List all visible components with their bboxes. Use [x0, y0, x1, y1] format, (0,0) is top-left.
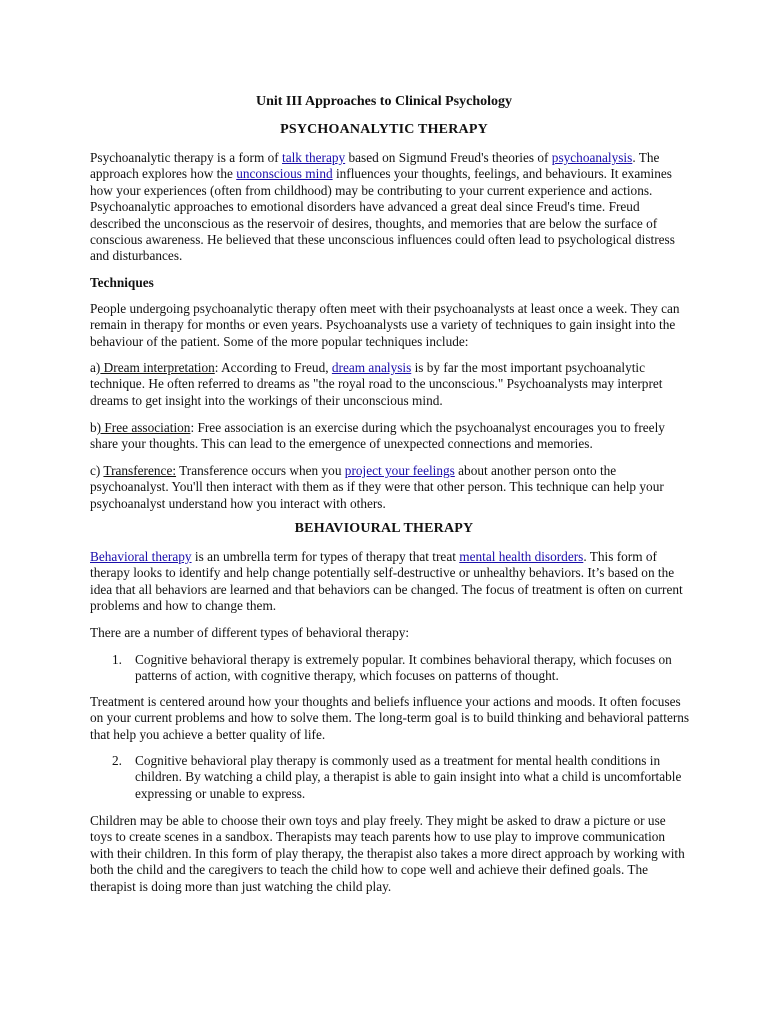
- technique-transference: [90, 463, 690, 512]
- text-run: Transference occurs when you: [176, 463, 345, 478]
- text-run: : According to Freud,: [214, 360, 332, 375]
- techniques-heading: Techniques: [90, 275, 154, 290]
- list-number: 1.: [112, 652, 122, 667]
- link-dream-analysis[interactable]: dream analysis: [331, 360, 412, 375]
- list-item-text: Cognitive behavioral therapy is extremely popular. It combines behavioral therapy, which focuses on patterns of action, with cognitive therapy, which focuses on patterns of thought.: [135, 652, 672, 684]
- text-run: based on Sigmund Freud's theories of: [345, 150, 552, 165]
- text-run: about another person onto the psychoanalyst. You'll then interact with them as if they were that other person. This technique can help your psychoanalyst understand how you interact with others.: [90, 463, 664, 511]
- techniques-intro-paragraph: People undergoing psychoanalytic therapy often meet with their psychoanalysts at least once a week. They can remain in therapy for months or even years. Psychoanalysts use a variety of techniques to gain insight into the behaviour of the patient. Some of the more popular techniques include:: [90, 301, 680, 349]
- text-run: is by far the most important psychoanalytic technique. He often referred to dreams as "the royal road to the unconscious." Psychoanalysts may interpret dreams to get insight into the workings of their unconscious mind.: [90, 360, 663, 408]
- technique-free-association: [90, 420, 690, 453]
- link-mental-health-disorders[interactable]: mental health disorders: [459, 549, 584, 564]
- link-talk-therapy[interactable]: talk therapy: [282, 150, 346, 165]
- link-unconscious-mind[interactable]: unconscious mind: [236, 166, 333, 182]
- list-item-text: Cognitive behavioral play therapy is commonly used as a treatment for mental health conditions in children. By watching a child play, a therapist is able to gain insight into what a child is uncomfortable expressing or unable to express.: [135, 753, 682, 801]
- section-heading-behavioural: BEHAVIOURAL THERAPY: [294, 521, 474, 536]
- link-behavioral-therapy[interactable]: Behavioral therapy: [90, 549, 192, 564]
- text-run: . This form of therapy looks to identify and help change potentially self-destructive or unhealthy behaviors. It’s based on the idea that all behaviors are learned and that behaviors can be changed. The focus of treatment is often on current problems and how to change them.: [90, 549, 683, 614]
- term-dream-interpretation: Dream interpretation: [100, 360, 215, 375]
- technique-dream-interpretation: [90, 360, 690, 409]
- behavioural-intro-paragraph: [90, 549, 690, 615]
- term-transference: Transference:: [103, 463, 177, 478]
- link-psychoanalysis[interactable]: psychoanalysis: [551, 150, 633, 165]
- link-project-your-feelings[interactable]: project your feelings: [344, 463, 455, 478]
- cbt-paragraph: Treatment is centered around how your thoughts and beliefs influence your actions and moods. It often focuses on your current problems and how to solve them. The long-term goal is to build thinking and behavioral patterns that help you achieve a better quality of life.: [90, 694, 690, 742]
- text-run: Psychoanalytic therapy is a form of: [90, 150, 283, 165]
- term-free-association: ) Free association: [96, 420, 191, 435]
- list-number: 2.: [112, 753, 122, 768]
- text-run: b: [90, 420, 97, 435]
- text-run: influences your thoughts, feelings, and behaviours. It examines how your experiences (often from childhood) may be contributing to your current experience and actions. Psychoanalytic approaches to emotional disorders have advanced a great deal since Freud's time. Freud described the unconscious as the reservoir of desires, thoughts, and memories that are below the surface of conscious awareness. He believed that these unconscious influences could often lead to psychological distress and disturbances.: [90, 166, 675, 264]
- types-intro-paragraph: There are a number of different types of behavioral therapy:: [90, 625, 410, 640]
- text-run: : Free association is an exercise during which the psychoanalyst encourages you to freely share your thoughts. This can lead to the emergence of unexpected connections and memories.: [90, 420, 665, 452]
- psychoanalytic-intro-paragraph: [90, 150, 690, 265]
- text-run: . The approach explores how the: [90, 150, 660, 182]
- play-therapy-paragraph: Children may be able to choose their own toys and play freely. They might be asked to draw a picture or use toys to create scenes in a sandbox. Therapists may teach parents how to use play to improve communication with their children. In this form of play therapy, the therapist also takes a more direct approach by working with both the child and the caregivers to teach the child how to cope well and achieve their defined goals. The therapist is doing more than just watching the child play.: [90, 813, 685, 894]
- document-title: Unit III Approaches to Clinical Psychology: [255, 94, 513, 109]
- text-run: a): [90, 360, 101, 375]
- text-run: is an umbrella term for types of therapy that treat: [191, 549, 460, 564]
- text-run: c): [90, 463, 104, 478]
- section-heading-psychoanalytic: PSYCHOANALYTIC THERAPY: [280, 122, 488, 137]
